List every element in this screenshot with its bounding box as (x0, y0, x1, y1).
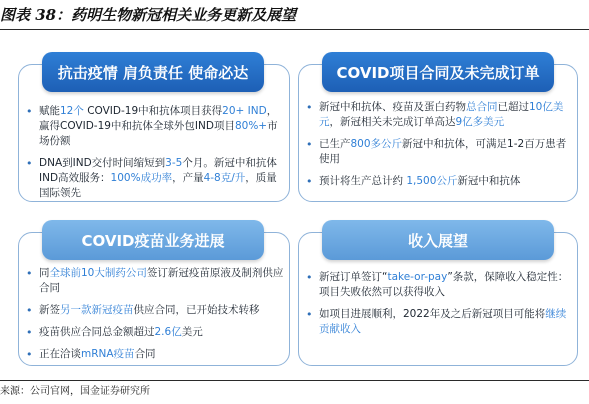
highlight-text: 1,500公斤 (406, 175, 458, 187)
highlight-text: 100%成功率 (110, 172, 173, 184)
highlight-text: mRNA疫苗 (81, 348, 135, 360)
bullet-item (306, 174, 572, 189)
bullet-list-fight-epidemic (26, 104, 284, 208)
bullet-text: ”条款，保障收入稳定性：项目失败依然可以获得收入 (319, 271, 569, 298)
bullet-text: 供应合同，已开始技术转移 (133, 304, 260, 316)
panel-header-covid-contracts (322, 52, 554, 92)
bullet-text: 市场份额 (39, 120, 278, 147)
source-note (0, 380, 589, 404)
highlight-text: 总合同 (466, 101, 498, 113)
panel-header-revenue-outlook (322, 220, 554, 260)
bullet-text: 1-2百万 (507, 138, 546, 150)
highlight-text: 80%+ (234, 120, 268, 132)
highlight-text: 另一款新冠疫苗 (60, 304, 134, 316)
source-text: 来源：公司官网，国金证券研究所 (0, 386, 150, 397)
bullet-text: 签订新冠疫苗原液及制剂供应合同 (39, 267, 284, 294)
bullet-item (306, 100, 572, 130)
bullet-text: ，赢得COVID-19中和抗体全球外包IND项目 (39, 105, 278, 132)
bullet-item (26, 266, 284, 296)
bullet-text: 赋能 (39, 105, 60, 117)
highlight-text: 20+ IND (222, 105, 267, 117)
header-text: 收入展望 (407, 231, 468, 250)
bullet-text: 新签 (39, 304, 60, 316)
bullet-text: COVID-19中和抗体项目获得 (83, 105, 223, 117)
bullet-text: ，产量 (172, 172, 204, 184)
bullet-text: 患者使用 (319, 138, 567, 165)
bullet-text: 同 (39, 267, 50, 279)
bullet-list-covid-contracts (306, 100, 572, 196)
bullet-item (306, 270, 572, 300)
bullet-text: 个月。新冠中和抗体IND高效服务： (39, 157, 277, 184)
bullet-text: 正在洽谈 (39, 348, 81, 360)
header-text: 抗击疫情 肩负责任 使命必达 (57, 63, 249, 82)
bullet-text: 已超过 (497, 101, 529, 113)
bullet-text: 已生产 (319, 138, 351, 150)
figure-title-text: 图表 38：药明生物新冠相关业务更新及展望 (0, 6, 297, 24)
bullet-text: 新冠中和抗体、疫苗及蛋白药物 (319, 101, 466, 113)
bullet-text: 合同 (134, 348, 156, 360)
bullet-text: 新冠中和抗体 (457, 175, 521, 187)
highlight-text: 12个 (60, 105, 84, 117)
figure-title (0, 0, 589, 30)
highlight-text: 继续贡献收入 (319, 308, 567, 335)
bullet-item (306, 307, 572, 337)
bullet-text: ，新冠相关未完成订单高达 (329, 116, 456, 128)
highlight-text: 全球前10大制药公司 (49, 267, 147, 279)
bullet-list-vaccine-progress (26, 266, 284, 369)
highlight-text: 10亿美元 (319, 101, 564, 128)
bullet-item (26, 156, 284, 201)
title-divider (0, 29, 589, 30)
highlight-text: 800多公斤 (350, 138, 403, 150)
bullet-text: ，质量国际领先 (39, 172, 277, 199)
bullet-text: 预计将生产总计约 (319, 175, 407, 187)
bullet-text: 新冠中和抗体，可满足 (402, 138, 508, 150)
bullet-text: 如项目进展顺利，2022年及之后新冠项目可能将 (319, 308, 546, 320)
highlight-text: take-or-pay (387, 271, 448, 283)
bullet-item (26, 303, 284, 318)
highlight-text: 9亿多美元 (455, 116, 505, 128)
bullet-item (26, 104, 284, 149)
header-text: COVID疫苗业务进展 (81, 231, 225, 250)
bullet-item (26, 325, 284, 340)
panel-header-vaccine-progress (42, 220, 264, 260)
bullet-text: DNA到IND交付时间缩短到 (39, 157, 166, 169)
panel-header-fight-epidemic (42, 52, 264, 92)
highlight-text: 3-5 (165, 157, 183, 169)
bullet-item (306, 137, 572, 167)
bullet-text: 新冠订单签订“ (319, 271, 388, 283)
highlight-text: 2.6亿 (154, 326, 182, 338)
bullet-text: 疫苗供应合同总金额超过 (39, 326, 155, 338)
bullet-list-revenue-outlook (306, 270, 572, 344)
bullet-text: 美元 (181, 326, 203, 338)
highlight-text: 4-8克/升 (203, 172, 246, 184)
bullet-item (26, 347, 284, 362)
header-text: COVID项目合同及未完成订单 (336, 63, 540, 82)
